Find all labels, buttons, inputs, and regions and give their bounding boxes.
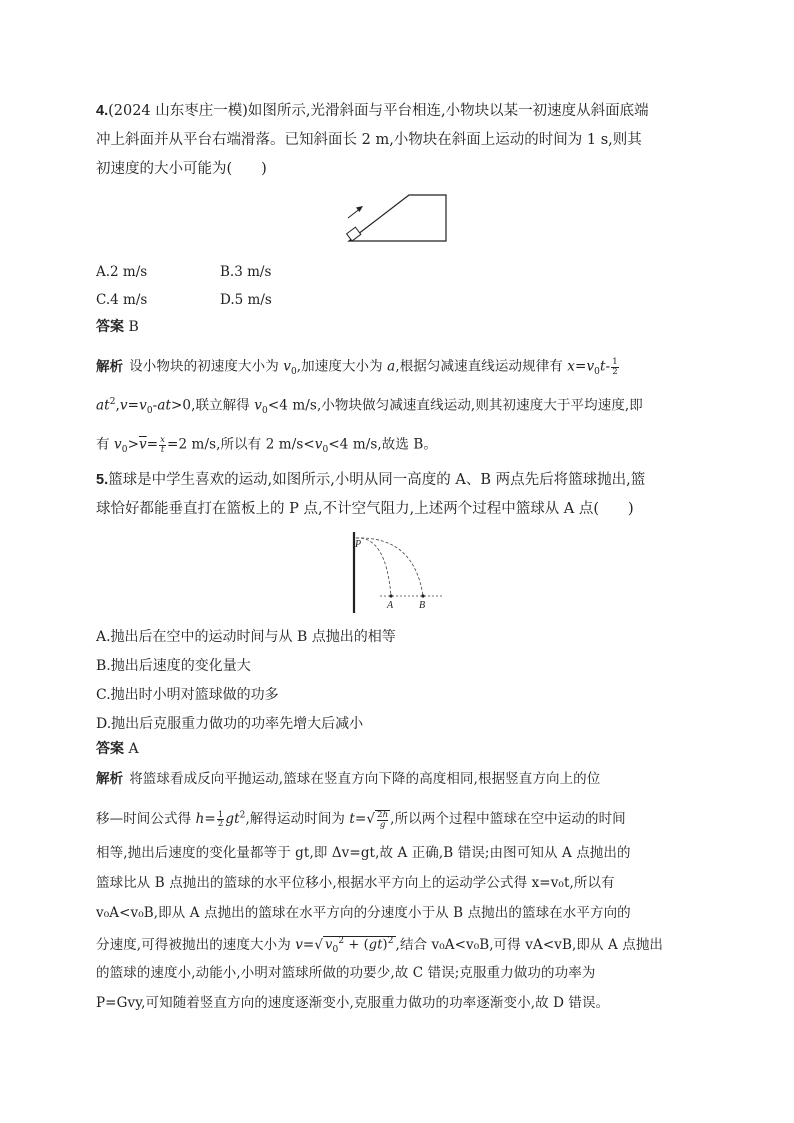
q5-stem-line-1: 5.篮球是中学生喜欢的运动,如图所示,小明从同一高度的 A、B 两点先后将篮球抛出,篮 bbox=[96, 472, 646, 488]
q5-basketball-figure bbox=[344, 530, 448, 616]
q5-explanation-line-5: v₀A<v₀B,即从 A 点抛出的篮球在水平方向的分速度小于从 B 点抛出的篮球在水平方向的 bbox=[96, 905, 631, 921]
q4-option-c[interactable]: C.4 m/s bbox=[96, 292, 148, 308]
q4-number: 4. bbox=[96, 103, 109, 119]
q4-stem-line-1: 4.(2024 山东枣庄一模)如图所示,光滑斜面与平台相连,小物块以某一初速度从斜面底端 bbox=[96, 103, 649, 119]
point-p-label: P bbox=[355, 539, 362, 550]
q5-explanation-line-4: 篮球比从 B 点抛出的篮球的水平位移小,根据水平方向上的运动学公式得 x=v₀t,所以有 bbox=[96, 875, 615, 891]
q4-stem-line-2: 冲上斜面并从平台右端滑落。已知斜面长 2 m,小物块在斜面上运动的时间为 1 s,则其 bbox=[96, 132, 642, 148]
q5-explanation-line-2: 移—时间公式得 h= $\frac{1}{2}$ $gt^2$,解得运动时间为 t=√ $\frac{2h}{g}$ ,所以两个过程中篮球在空中运动的时间 bbox=[96, 809, 626, 830]
q5-explanation-line-7: 的篮球的速度小,动能小,小明对篮球所做的功要少,故 C 错误;克服重力做功的功率为 bbox=[96, 965, 596, 981]
q4-stem-line-3: 初速度的大小可能为( ) bbox=[96, 161, 267, 177]
q5-option-d[interactable]: D.抛出后克服重力做功的功率先增大后减小 bbox=[96, 716, 364, 732]
q5-number: 5. bbox=[96, 472, 109, 488]
q5-option-b[interactable]: B.抛出后速度的变化量大 bbox=[96, 658, 251, 674]
q5-option-a[interactable]: A.抛出后在空中的运动时间与从 B 点抛出的相等 bbox=[96, 629, 396, 645]
q4-incline-figure bbox=[335, 188, 455, 246]
q5-answer: 答案 A bbox=[96, 741, 139, 757]
q4-explanation-line-2: $at^2,v=v_0-at>0$,联立解得 $v_0<4$ m/s,小物块做匀减速直线运动,则其初速度大于平均速度,即 bbox=[96, 397, 643, 417]
q5-option-c[interactable]: C.抛出时小明对篮球做的功多 bbox=[96, 687, 279, 703]
q4-option-b[interactable]: B.3 m/s bbox=[220, 264, 272, 280]
q4-explanation-line-3: 有 $v_0>\overline{v}=$ $\frac{x}{t}$ =2 m/s,所以有 2 $m/s<v_0<4$ m/s,故选 B。 bbox=[96, 435, 438, 456]
point-a-label: A bbox=[387, 600, 394, 611]
q4-option-d[interactable]: D.5 m/s bbox=[220, 292, 272, 308]
q5-explanation-line-8: P=Gvy,可知随着竖直方向的速度逐渐变小,克服重力做功的功率逐渐变小,故 D 错误。 bbox=[96, 995, 610, 1011]
q4-option-a[interactable]: A.2 m/s bbox=[96, 264, 148, 280]
q5-stem-line-2: 球恰好都能垂直打在篮板上的 P 点,不计空气阻力,上述两个过程中篮球从 A 点( ) bbox=[96, 501, 634, 517]
q4-answer: 答案 B bbox=[96, 319, 139, 335]
q5-explanation-line-1: 解析 将篮球看成反向平抛运动,篮球在竖直方向下降的高度相同,根据竖直方向上的位 bbox=[96, 771, 601, 787]
q5-explanation-line-3: 相等,抛出后速度的变化量都等于 gt,即 Δv=gt,故 A 正确,B 错误;由图可知从 A 点抛出的 bbox=[96, 845, 631, 861]
point-b-label: B bbox=[419, 600, 426, 611]
q4-explanation-line-1: 解析 设小物块的初速度大小为 $v_0$,加速度大小为 a,根据匀减速直线运动规律有 $x=v_0t-$ $\frac{1}{2}$ bbox=[96, 357, 618, 378]
q5-explanation-line-6: 分速度,可得被抛出的速度大小为 v=√ $v_0^2 + (gt)^2$ ,结合 v₀A<v₀B,可得 vA<vB,即从 A 点抛出 bbox=[96, 936, 664, 955]
